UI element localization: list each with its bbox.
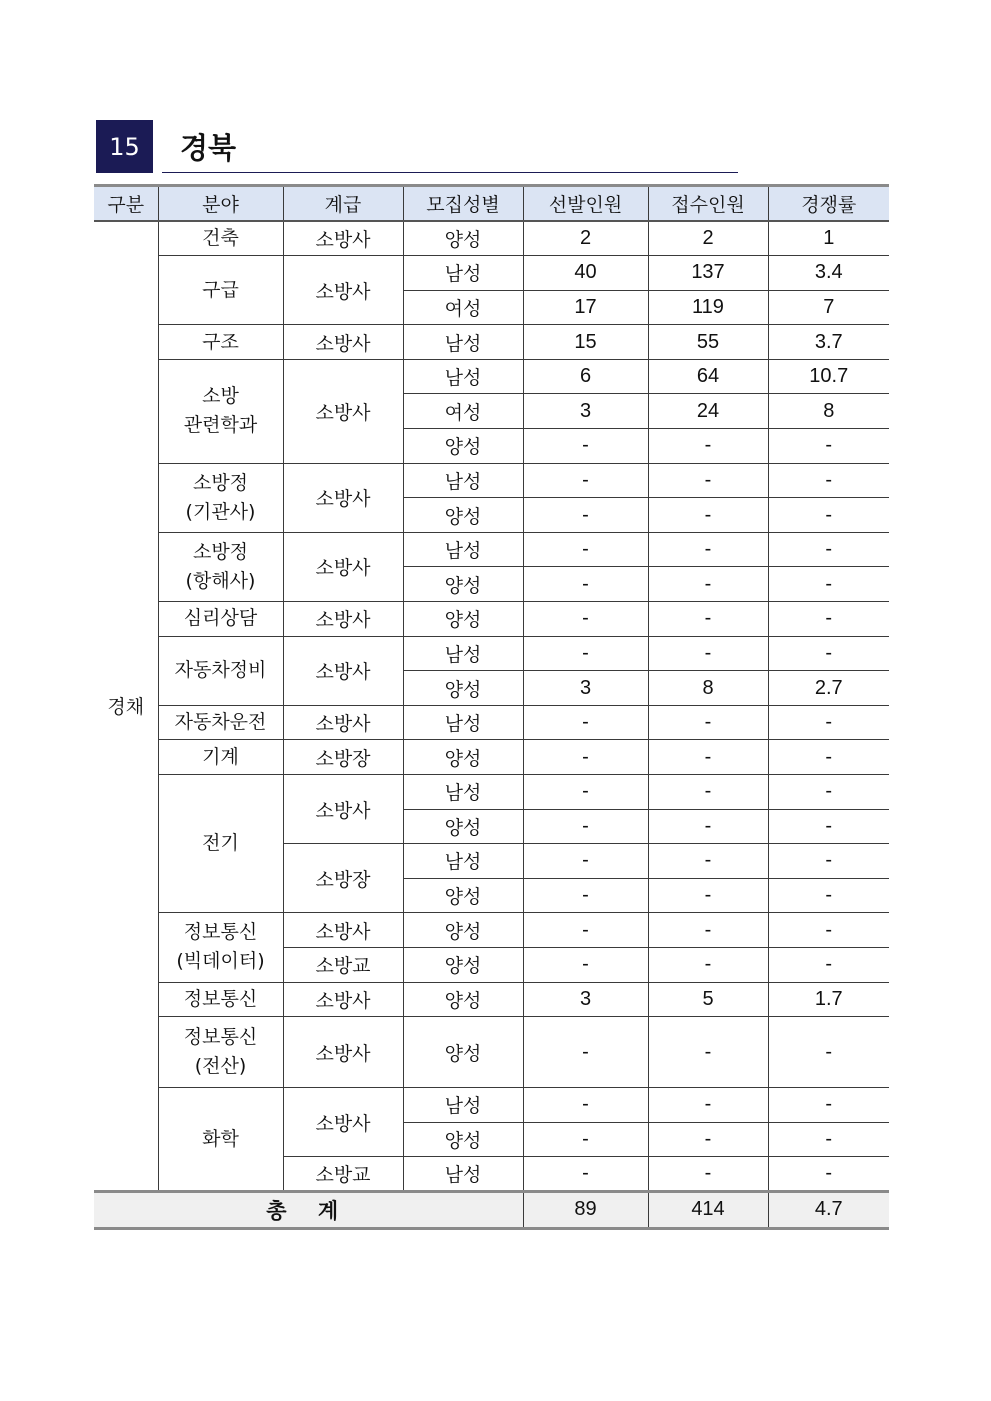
- ratio-cell: -: [768, 567, 889, 602]
- rank-cell: 소방사: [283, 532, 403, 601]
- field-cell: 화학: [158, 1088, 283, 1192]
- gender-cell: 남성: [403, 1157, 523, 1192]
- field-cell: 심리상담: [158, 602, 283, 637]
- applied-cell: 2: [648, 221, 768, 256]
- total-ratio: 4.7: [768, 1191, 889, 1228]
- ratio-cell: 1.7: [768, 982, 889, 1017]
- ratio-cell: 1: [768, 221, 889, 256]
- table-row: [94, 982, 889, 1017]
- selected-cell: 17: [523, 290, 648, 325]
- gender-cell: 양성: [403, 1122, 523, 1157]
- ratio-cell: -: [768, 463, 889, 498]
- applied-cell: 137: [648, 256, 768, 291]
- table-row: [94, 1017, 889, 1088]
- applied-cell: -: [648, 602, 768, 637]
- applied-cell: -: [648, 809, 768, 844]
- rank-cell: 소방사: [283, 982, 403, 1017]
- field-cell: 소방정 (항해사): [158, 532, 283, 601]
- ratio-cell: -: [768, 775, 889, 810]
- ratio-cell: 3.7: [768, 325, 889, 360]
- selected-cell: -: [523, 1088, 648, 1123]
- gender-cell: 남성: [403, 463, 523, 498]
- gender-cell: 양성: [403, 878, 523, 913]
- applied-cell: -: [648, 1088, 768, 1123]
- rank-cell: 소방사: [283, 1088, 403, 1157]
- ratio-cell: 7: [768, 290, 889, 325]
- selected-cell: -: [523, 913, 648, 948]
- table-row: [94, 221, 889, 256]
- selected-cell: 15: [523, 325, 648, 360]
- selected-cell: -: [523, 602, 648, 637]
- ratio-cell: -: [768, 878, 889, 913]
- field-cell: 건축: [158, 221, 283, 256]
- gender-cell: 남성: [403, 359, 523, 394]
- table-row: [94, 913, 889, 948]
- selected-cell: -: [523, 498, 648, 533]
- ratio-cell: -: [768, 532, 889, 567]
- field-cell: 정보통신 (빅데이터): [158, 913, 283, 982]
- selected-cell: -: [523, 947, 648, 982]
- ratio-cell: 3.4: [768, 256, 889, 291]
- category-cell: 경채: [94, 221, 158, 1191]
- selected-cell: 2: [523, 221, 648, 256]
- gender-cell: 남성: [403, 636, 523, 671]
- section-underline: [162, 172, 738, 173]
- section-title: 경북: [180, 131, 237, 165]
- selected-cell: -: [523, 705, 648, 740]
- ratio-cell: -: [768, 1122, 889, 1157]
- applied-cell: -: [648, 532, 768, 567]
- applied-cell: 24: [648, 394, 768, 429]
- gender-cell: 여성: [403, 290, 523, 325]
- field-cell: 정보통신 (전산): [158, 1017, 283, 1088]
- field-cell: 전기: [158, 775, 283, 913]
- rank-cell: 소방사: [283, 602, 403, 637]
- applied-cell: -: [648, 429, 768, 464]
- gender-cell: 양성: [403, 221, 523, 256]
- rank-cell: 소방사: [283, 256, 403, 325]
- ratio-cell: -: [768, 636, 889, 671]
- ratio-cell: -: [768, 809, 889, 844]
- gender-cell: 남성: [403, 325, 523, 360]
- applied-cell: -: [648, 463, 768, 498]
- table-row: [94, 602, 889, 637]
- selected-cell: -: [523, 809, 648, 844]
- total-applied: 414: [648, 1191, 768, 1228]
- selected-cell: -: [523, 844, 648, 879]
- gender-cell: 양성: [403, 567, 523, 602]
- gender-cell: 양성: [403, 671, 523, 706]
- applied-cell: -: [648, 567, 768, 602]
- gender-cell: 양성: [403, 602, 523, 637]
- gender-cell: 양성: [403, 429, 523, 464]
- field-cell: 기계: [158, 740, 283, 775]
- gender-cell: 남성: [403, 532, 523, 567]
- rank-cell: 소방장: [283, 844, 403, 913]
- applied-cell: -: [648, 844, 768, 879]
- selected-cell: 3: [523, 982, 648, 1017]
- gender-cell: 양성: [403, 982, 523, 1017]
- selected-cell: -: [523, 740, 648, 775]
- selected-cell: -: [523, 567, 648, 602]
- gender-cell: 양성: [403, 809, 523, 844]
- ratio-cell: -: [768, 844, 889, 879]
- gender-cell: 남성: [403, 705, 523, 740]
- gender-cell: 양성: [403, 498, 523, 533]
- field-cell: 구조: [158, 325, 283, 360]
- recruitment-table: [94, 184, 889, 1230]
- ratio-cell: 10.7: [768, 359, 889, 394]
- section-header: [96, 120, 738, 176]
- ratio-cell: -: [768, 498, 889, 533]
- rank-cell: 소방사: [283, 636, 403, 705]
- field-cell: 소방 관련학과: [158, 359, 283, 463]
- selected-cell: -: [523, 775, 648, 810]
- gender-cell: 남성: [403, 844, 523, 879]
- rank-cell: 소방교: [283, 947, 403, 982]
- selected-cell: -: [523, 532, 648, 567]
- table-row: [94, 740, 889, 775]
- ratio-cell: -: [768, 1157, 889, 1192]
- rank-cell: 소방사: [283, 325, 403, 360]
- total-row: [94, 1191, 889, 1228]
- ratio-cell: -: [768, 947, 889, 982]
- table-row: [94, 775, 889, 810]
- selected-cell: 40: [523, 256, 648, 291]
- selected-cell: -: [523, 463, 648, 498]
- ratio-cell: -: [768, 1088, 889, 1123]
- rank-cell: 소방사: [283, 463, 403, 532]
- applied-cell: -: [648, 740, 768, 775]
- applied-cell: 5: [648, 982, 768, 1017]
- col-header-applied: 접수인원: [648, 186, 768, 222]
- gender-cell: 양성: [403, 947, 523, 982]
- applied-cell: 64: [648, 359, 768, 394]
- ratio-cell: -: [768, 1017, 889, 1088]
- col-header-rank: 계급: [283, 186, 403, 222]
- selected-cell: 3: [523, 671, 648, 706]
- rank-cell: 소방사: [283, 775, 403, 844]
- ratio-cell: -: [768, 913, 889, 948]
- ratio-cell: -: [768, 429, 889, 464]
- applied-cell: -: [648, 913, 768, 948]
- applied-cell: -: [648, 636, 768, 671]
- field-cell: 정보통신: [158, 982, 283, 1017]
- rank-cell: 소방사: [283, 913, 403, 948]
- gender-cell: 여성: [403, 394, 523, 429]
- selected-cell: -: [523, 1017, 648, 1088]
- gender-cell: 남성: [403, 775, 523, 810]
- ratio-cell: -: [768, 602, 889, 637]
- selected-cell: -: [523, 636, 648, 671]
- gender-cell: 양성: [403, 1017, 523, 1088]
- col-header-category: 구분: [94, 186, 158, 222]
- gender-cell: 양성: [403, 913, 523, 948]
- field-cell: 자동차운전: [158, 705, 283, 740]
- applied-cell: -: [648, 775, 768, 810]
- table-header-row: [94, 186, 889, 222]
- rank-cell: 소방사: [283, 705, 403, 740]
- col-header-ratio: 경쟁률: [768, 186, 889, 222]
- gender-cell: 남성: [403, 256, 523, 291]
- gender-cell: 양성: [403, 740, 523, 775]
- gender-cell: 남성: [403, 1088, 523, 1123]
- table-row: [94, 325, 889, 360]
- table-row: [94, 705, 889, 740]
- selected-cell: -: [523, 1157, 648, 1192]
- rank-cell: 소방사: [283, 359, 403, 463]
- rank-cell: 소방장: [283, 740, 403, 775]
- table-row: [94, 532, 889, 567]
- table-row: [94, 359, 889, 394]
- applied-cell: -: [648, 878, 768, 913]
- applied-cell: 119: [648, 290, 768, 325]
- ratio-cell: -: [768, 740, 889, 775]
- total-label: 총 계: [94, 1191, 523, 1228]
- selected-cell: -: [523, 878, 648, 913]
- field-cell: 구급: [158, 256, 283, 325]
- ratio-cell: 2.7: [768, 671, 889, 706]
- rank-cell: 소방교: [283, 1157, 403, 1192]
- table-row: [94, 463, 889, 498]
- table-row: [94, 256, 889, 291]
- selected-cell: -: [523, 1122, 648, 1157]
- applied-cell: -: [648, 705, 768, 740]
- rank-cell: 소방사: [283, 1017, 403, 1088]
- col-header-gender: 모집성별: [403, 186, 523, 222]
- applied-cell: -: [648, 1017, 768, 1088]
- section-number: 15: [96, 120, 153, 173]
- col-header-selected: 선발인원: [523, 186, 648, 222]
- ratio-cell: -: [768, 705, 889, 740]
- selected-cell: -: [523, 429, 648, 464]
- rank-cell: 소방사: [283, 221, 403, 256]
- applied-cell: -: [648, 947, 768, 982]
- field-cell: 자동차정비: [158, 636, 283, 705]
- applied-cell: 8: [648, 671, 768, 706]
- ratio-cell: 8: [768, 394, 889, 429]
- applied-cell: -: [648, 498, 768, 533]
- col-header-field: 분야: [158, 186, 283, 222]
- applied-cell: 55: [648, 325, 768, 360]
- applied-cell: -: [648, 1122, 768, 1157]
- applied-cell: -: [648, 1157, 768, 1192]
- field-cell: 소방정 (기관사): [158, 463, 283, 532]
- table-row: [94, 636, 889, 671]
- selected-cell: 3: [523, 394, 648, 429]
- selected-cell: 6: [523, 359, 648, 394]
- table-row: [94, 1088, 889, 1123]
- total-selected: 89: [523, 1191, 648, 1228]
